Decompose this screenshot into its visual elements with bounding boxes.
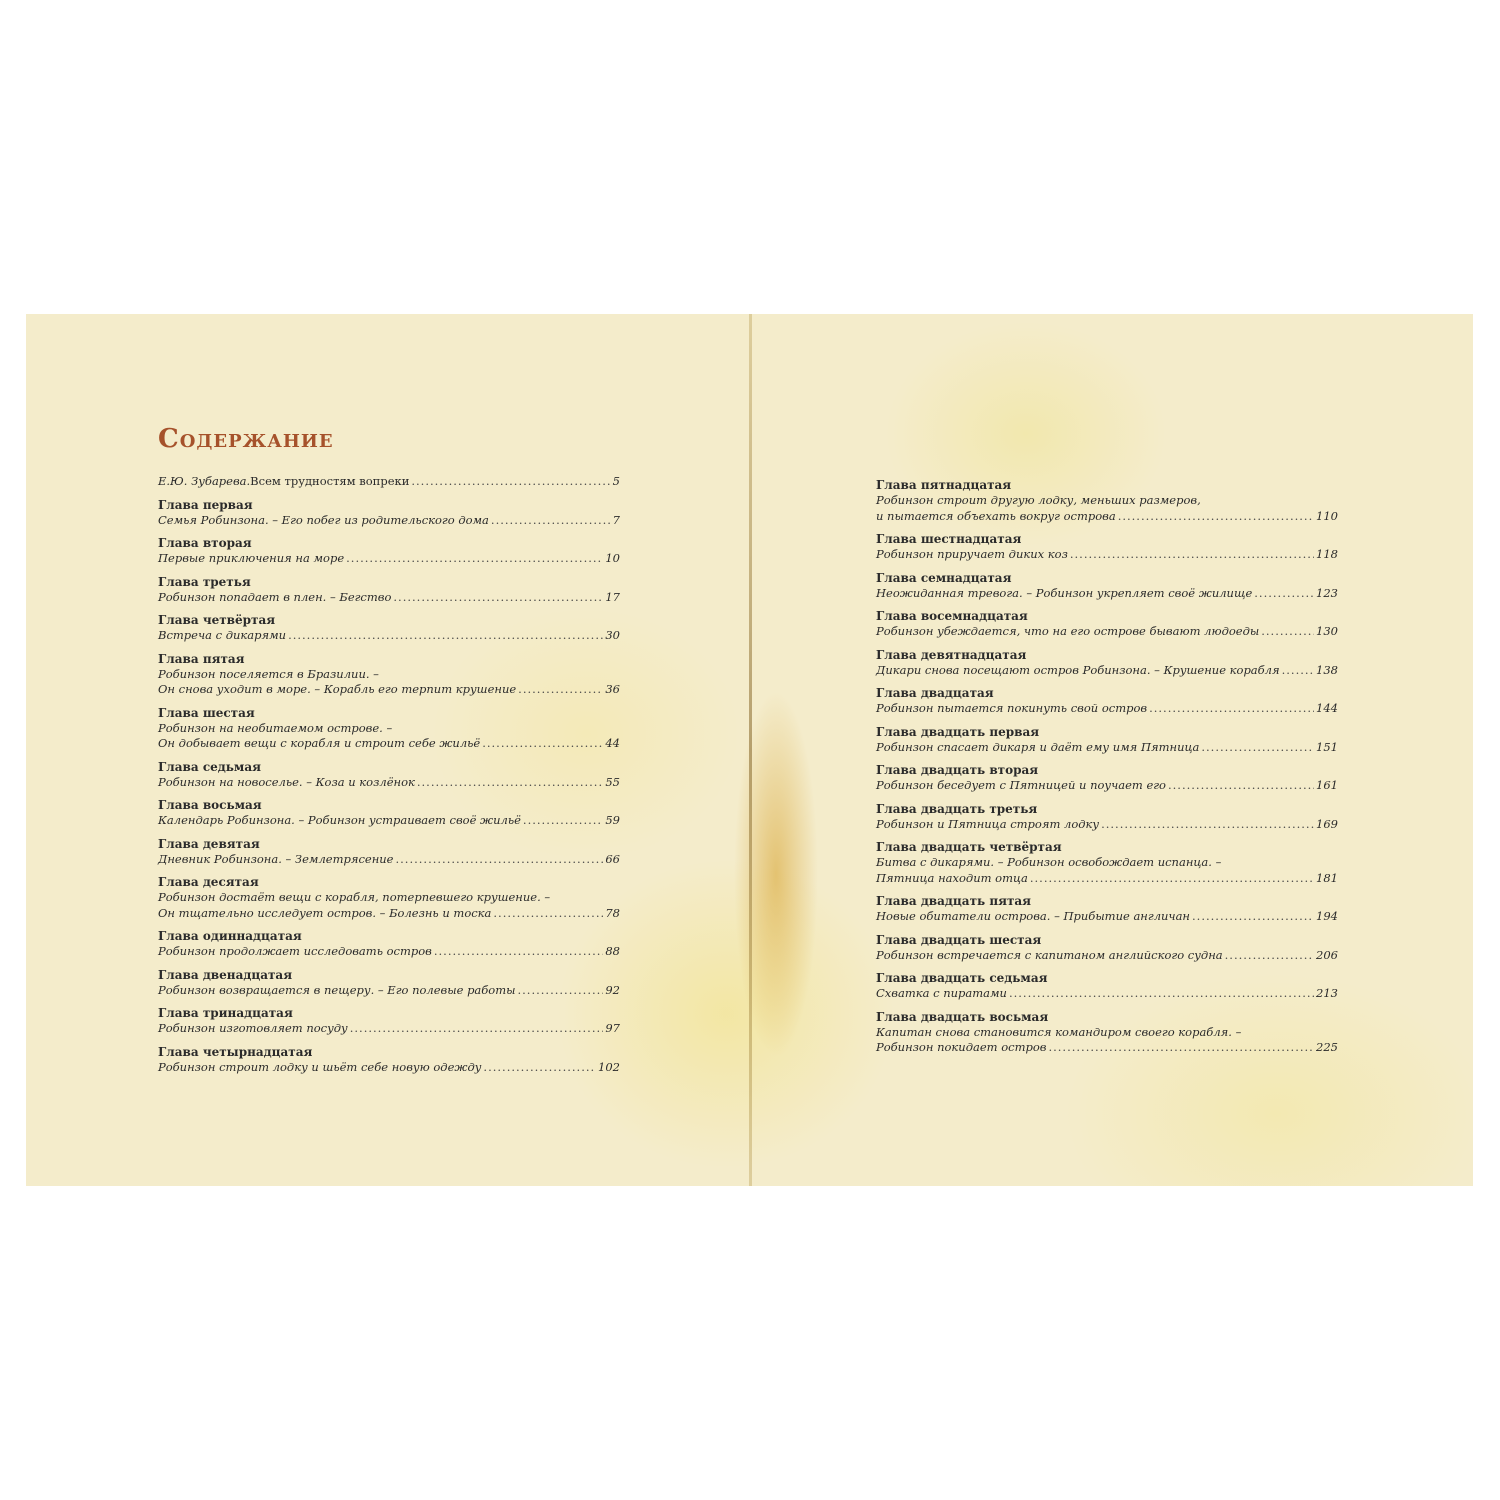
- chapter-heading: Глава двадцать первая: [876, 724, 1040, 739]
- dot-leader: [493, 906, 603, 922]
- toc-entry[interactable]: [158, 474, 620, 490]
- chapter-heading: Глава двадцатая: [876, 686, 994, 700]
- chapter-heading: Глава четвёртая: [158, 613, 276, 627]
- chapter-description-line: [876, 586, 1338, 602]
- page-number: 55: [605, 774, 620, 789]
- page-number: 151: [1316, 739, 1338, 754]
- page-number: 59: [605, 813, 620, 827]
- chapter-description: Дикари снова посещают остров Робинзона. – Крушение корабля: [876, 662, 1280, 677]
- chapter-heading: Глава первая: [158, 497, 253, 512]
- page-number: 225: [1316, 1040, 1338, 1054]
- page-number: 92: [605, 982, 620, 997]
- chapter-heading: Глава шестнадцатая: [876, 532, 1022, 546]
- chapter-description: Робинзон на новоселье. – Коза и козлёнок: [158, 774, 415, 789]
- chapter-description: Робинзон строит лодку и шьёт себе новую одежду: [158, 1059, 482, 1074]
- toc-entry[interactable]: [876, 840, 1338, 886]
- dot-leader: [350, 1021, 604, 1037]
- toc-entry[interactable]: [876, 648, 1338, 679]
- page-number: 7: [612, 512, 620, 527]
- page-number: 17: [605, 589, 620, 604]
- dot-leader: [523, 813, 603, 829]
- page-number: 138: [1316, 662, 1338, 677]
- chapter-description-line: [158, 590, 620, 606]
- page-number: 97: [605, 1021, 620, 1035]
- chapter-description-line: [158, 813, 620, 829]
- toc-entry[interactable]: [158, 706, 620, 752]
- page-number: 102: [598, 1059, 620, 1074]
- dot-leader: [1070, 547, 1314, 563]
- toc-entry[interactable]: [158, 760, 620, 791]
- chapter-description: Робинзон приручает диких коз: [876, 547, 1068, 561]
- chapter-description: Семья Робинзона. – Его побег из родительского дома: [158, 512, 489, 527]
- toc-right-column: [876, 478, 1338, 1064]
- dot-leader: [1030, 871, 1314, 887]
- chapter-description-line: [158, 736, 620, 752]
- chapter-description: Робинзон убеждается, что на его острове бывают людоеды: [876, 624, 1260, 638]
- chapter-heading: Глава двадцать шестая: [876, 932, 1042, 947]
- dot-leader: [411, 474, 610, 490]
- chapter-description-line: [158, 890, 620, 906]
- toc-entry[interactable]: [158, 875, 620, 921]
- chapter-description-line: [876, 948, 1338, 964]
- chapter-description: Всем трудностям вопреки: [250, 474, 410, 488]
- dot-leader: [491, 513, 611, 529]
- chapter-heading: Глава шестая: [158, 705, 255, 720]
- dot-leader: [518, 983, 604, 999]
- chapter-heading: Глава восемнадцатая: [876, 609, 1028, 623]
- chapter-heading: Глава третья: [158, 574, 251, 589]
- chapter-description-line: [876, 855, 1338, 871]
- chapter-description: Робинзон встречается с капитаном английского судна: [876, 947, 1223, 962]
- dot-leader: [518, 682, 603, 698]
- chapter-description-line: [158, 852, 620, 868]
- chapter-description-line: [876, 701, 1338, 717]
- chapter-description: Неожиданная тревога. – Робинзон укрепляет своё жилище: [876, 585, 1253, 600]
- chapter-description-line: [876, 547, 1338, 563]
- chapter-description: Робинзон спасает дикаря и даёт ему имя Пятница: [876, 739, 1200, 754]
- dot-leader: [1009, 986, 1314, 1002]
- chapter-description-line: [158, 775, 620, 791]
- page-number: 123: [1316, 585, 1338, 600]
- page-number: 194: [1316, 909, 1338, 923]
- chapter-heading: Глава десятая: [158, 875, 259, 889]
- dot-leader: [1261, 624, 1314, 640]
- chapter-description: Робинзон возвращается в пещеру. – Его полевые работы: [158, 982, 516, 997]
- toc-entry[interactable]: [158, 1045, 620, 1076]
- chapter-heading: Глава тринадцатая: [158, 1006, 293, 1020]
- page-number: 169: [1316, 816, 1338, 831]
- chapter-description: Пятница находит отца: [876, 870, 1028, 885]
- page-number: 206: [1316, 947, 1338, 962]
- toc-entry[interactable]: [158, 798, 620, 829]
- chapter-description: Битва с дикарями. – Робинзон освобождает испанца. –: [876, 855, 1222, 869]
- dot-leader: [1192, 909, 1314, 925]
- dot-leader: [1048, 1040, 1314, 1056]
- chapter-description: Капитан снова становится командиром своего корабля. –: [876, 1024, 1242, 1039]
- chapter-description-line: [158, 513, 620, 529]
- chapter-heading: Глава двадцать седьмая: [876, 971, 1048, 985]
- chapter-heading: Глава двенадцатая: [158, 967, 293, 982]
- page-number: 66: [605, 851, 620, 866]
- chapter-heading: Глава четырнадцатая: [158, 1044, 313, 1059]
- chapter-description: Робинзон и Пятница строят лодку: [876, 816, 1100, 831]
- page-title: Содержание: [158, 424, 334, 454]
- page-number: 161: [1316, 778, 1338, 792]
- dot-leader: [1225, 948, 1314, 964]
- chapter-description: Схватка с пиратами: [876, 986, 1007, 1000]
- toc-entry[interactable]: [158, 652, 620, 698]
- chapter-heading: Глава девятнадцатая: [876, 647, 1027, 662]
- dot-leader: [1149, 701, 1314, 717]
- page-number: 10: [605, 551, 620, 565]
- chapter-description-line: [158, 667, 620, 683]
- toc-entry[interactable]: [158, 498, 620, 529]
- page-number: 78: [605, 905, 620, 920]
- toc-entry[interactable]: [876, 971, 1338, 1002]
- chapter-heading: Глава седьмая: [158, 759, 261, 774]
- toc-entry[interactable]: [876, 532, 1338, 563]
- chapter-heading: Глава двадцать третья: [876, 801, 1038, 816]
- chapter-description: Робинзон строит другую лодку, меньших размеров,: [876, 493, 1201, 507]
- chapter-description-line: [876, 817, 1338, 833]
- chapter-description-line: [158, 1021, 620, 1037]
- chapter-description-line: [876, 1040, 1338, 1056]
- dot-leader: [1254, 586, 1314, 602]
- page-number: 44: [605, 736, 620, 750]
- chapter-description-line: [876, 624, 1338, 640]
- page-number: 36: [605, 682, 620, 696]
- chapter-description-line: [876, 871, 1338, 887]
- chapter-heading: Глава двадцать восьмая: [876, 1009, 1049, 1024]
- author-name: Е.Ю. Зубарева.: [158, 474, 251, 488]
- chapter-description: Робинзон попадает в плен. – Бегство: [158, 589, 392, 604]
- chapter-heading: Глава семнадцатая: [876, 570, 1012, 585]
- chapter-heading: Глава восьмая: [158, 798, 262, 812]
- chapter-heading: Глава девятая: [158, 836, 260, 851]
- dot-leader: [346, 551, 603, 567]
- toc-entry[interactable]: [158, 1006, 620, 1037]
- chapter-description: Робинзон поселяется в Бразилии. –: [158, 666, 379, 681]
- toc-entry[interactable]: [876, 802, 1338, 833]
- toc-entry[interactable]: [876, 609, 1338, 640]
- chapter-description-line: [158, 944, 620, 960]
- toc-entry[interactable]: [876, 478, 1338, 524]
- chapter-description: и пытается объехать вокруг острова: [876, 508, 1116, 523]
- page-number: 110: [1316, 508, 1338, 523]
- toc-entry[interactable]: [158, 968, 620, 999]
- chapter-description-line: [158, 1060, 620, 1076]
- chapter-description: Встреча с дикарями: [158, 628, 287, 642]
- toc-left-column: [158, 474, 620, 1083]
- dot-leader: [1201, 740, 1314, 756]
- page-number: 88: [605, 944, 620, 958]
- chapter-description-line: [158, 906, 620, 922]
- dot-leader: [417, 775, 603, 791]
- chapter-description: Первые приключения на море: [158, 551, 345, 565]
- toc-entry[interactable]: [158, 613, 620, 644]
- chapter-heading: Глава двадцать четвёртая: [876, 840, 1062, 854]
- chapter-description-line: [876, 778, 1338, 794]
- chapter-description-line: [158, 474, 620, 490]
- dot-leader: [1118, 509, 1314, 525]
- toc-entry[interactable]: [158, 929, 620, 960]
- chapter-description: Новые обитатели острова. – Прибытие англичан: [876, 909, 1191, 923]
- chapter-description: Он снова уходит в море. – Корабль его терпит крушение: [158, 682, 517, 696]
- chapter-heading: Глава пятнадцатая: [876, 478, 1012, 492]
- chapter-description-line: [876, 1025, 1338, 1041]
- toc-entry[interactable]: [876, 725, 1338, 756]
- chapter-description: Робинзон беседует с Пятницей и поучает его: [876, 778, 1166, 792]
- chapter-description: Робинзон продолжает исследовать остров: [158, 944, 432, 958]
- chapter-description: Робинзон пытается покинуть свой остров: [876, 701, 1148, 715]
- page-number: 213: [1316, 986, 1338, 1000]
- chapter-description: Робинзон покидает остров: [876, 1040, 1047, 1054]
- chapter-heading: Глава пятая: [158, 651, 245, 666]
- dot-leader: [434, 944, 604, 960]
- toc-entry[interactable]: [876, 571, 1338, 602]
- page-number: 130: [1316, 624, 1338, 638]
- chapter-heading: Глава двадцать пятая: [876, 894, 1032, 908]
- chapter-description-line: [876, 493, 1338, 509]
- chapter-heading: Глава двадцать вторая: [876, 763, 1039, 777]
- dot-leader: [483, 1060, 596, 1076]
- dot-leader: [1101, 817, 1314, 833]
- book-gutter: [749, 314, 752, 1186]
- page-number: 144: [1316, 701, 1338, 715]
- book-spread: [26, 314, 1473, 1186]
- toc-entry[interactable]: [158, 575, 620, 606]
- chapter-description: Календарь Робинзона. – Робинзон устраивает своё жильё: [158, 813, 521, 827]
- toc-entry[interactable]: [158, 536, 620, 567]
- toc-entry[interactable]: [876, 1010, 1338, 1056]
- toc-entry[interactable]: [158, 837, 620, 868]
- chapter-description: Он добывает вещи с корабля и строит себе жильё: [158, 736, 481, 750]
- toc-entry[interactable]: [876, 894, 1338, 925]
- chapter-description-line: [158, 682, 620, 698]
- dot-leader: [395, 852, 603, 868]
- chapter-heading: Глава вторая: [158, 536, 252, 550]
- dot-leader: [482, 736, 603, 752]
- chapter-description-line: [158, 721, 620, 737]
- chapter-description-line: [876, 740, 1338, 756]
- toc-entry[interactable]: [876, 686, 1338, 717]
- page-number: 30: [605, 628, 620, 642]
- chapter-description: Робинзон на необитаемом острове. –: [158, 720, 393, 735]
- chapter-description: Он тщательно исследует остров. – Болезнь и тоска: [158, 905, 492, 920]
- dot-leader: [1282, 663, 1314, 679]
- chapter-description-line: [876, 509, 1338, 525]
- page-number: 5: [612, 474, 620, 488]
- toc-entry[interactable]: [876, 933, 1338, 964]
- chapter-description-line: [876, 663, 1338, 679]
- page-number: 181: [1316, 870, 1338, 885]
- dot-leader: [1168, 778, 1314, 794]
- chapter-description-line: [876, 986, 1338, 1002]
- chapter-description: Дневник Робинзона. – Землетрясение: [158, 851, 394, 866]
- chapter-description-line: [158, 983, 620, 999]
- dot-leader: [288, 628, 603, 644]
- chapter-description-line: [876, 909, 1338, 925]
- toc-entry[interactable]: [876, 763, 1338, 794]
- page-number: 118: [1316, 547, 1338, 561]
- dot-leader: [393, 590, 603, 606]
- chapter-description: Робинзон достаёт вещи с корабля, потерпевшего крушение. –: [158, 890, 551, 904]
- chapter-description: Робинзон изготовляет посуду: [158, 1021, 348, 1035]
- chapter-heading: Глава одиннадцатая: [158, 929, 302, 943]
- chapter-description-line: [158, 628, 620, 644]
- chapter-description-line: [158, 551, 620, 567]
